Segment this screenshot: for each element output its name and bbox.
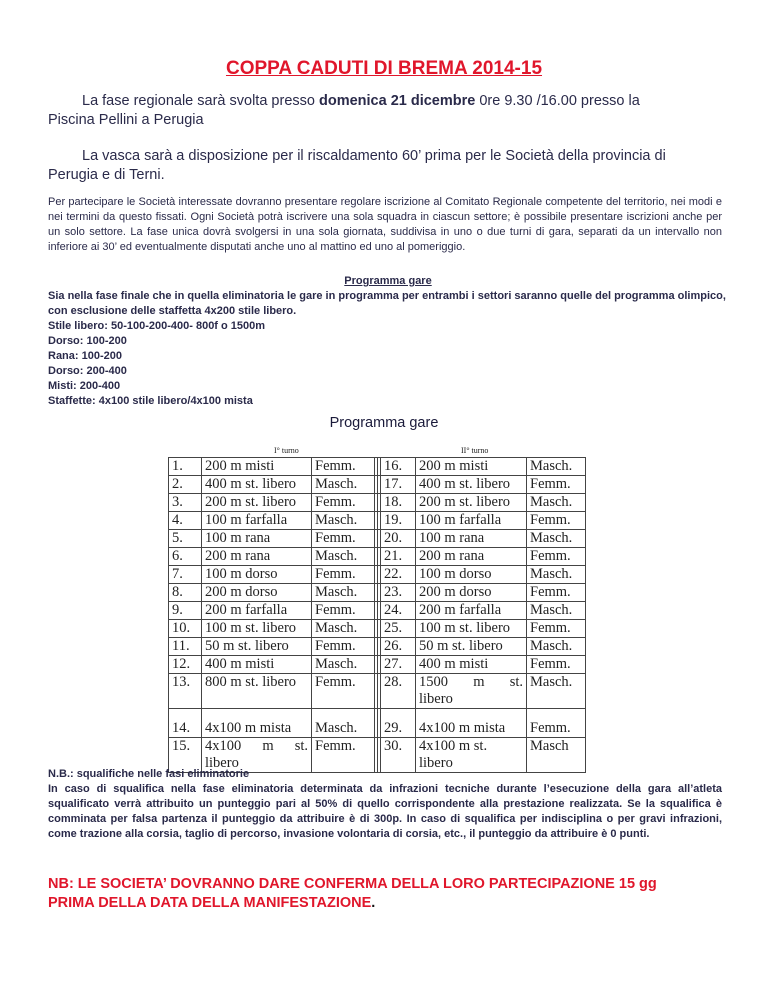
programma-line: Dorso: 200-400 <box>48 365 127 377</box>
race-sex: Femm. <box>530 512 571 528</box>
race-sex-cell <box>312 584 375 602</box>
race-sex: Femm. <box>315 458 356 474</box>
table-row <box>169 494 586 512</box>
race-number: 18. <box>384 494 403 510</box>
race-number-cell <box>381 494 416 512</box>
race-sex-cell <box>527 638 586 656</box>
intro-paragraph-2 <box>48 147 728 185</box>
programma-heading: Programma gare <box>344 275 432 287</box>
race-event-part: libero <box>419 755 453 771</box>
race-sex-cell <box>527 620 586 638</box>
race-sex: Masch. <box>530 530 573 546</box>
race-event-cell <box>202 638 312 656</box>
race-sex: Masch. <box>530 602 573 618</box>
race-event: 200 m misti <box>205 458 275 474</box>
race-event: 4x100 m mista <box>419 720 506 736</box>
race-sex: Femm. <box>530 720 571 736</box>
confirmation-dot: . <box>371 895 376 911</box>
race-sex-cell <box>527 530 586 548</box>
race-event-cell <box>202 584 312 602</box>
race-event-cell <box>202 620 312 638</box>
race-number: 1. <box>172 458 183 474</box>
race-event: 100 m rana <box>419 530 485 546</box>
race-sex-cell <box>527 458 586 476</box>
race-number: 29. <box>384 720 403 736</box>
race-event: 200 m dorso <box>205 584 278 600</box>
race-event: 4x100 m mista <box>205 720 292 736</box>
race-event-cell <box>202 709 312 738</box>
race-event: 400 m st. libero <box>205 476 297 492</box>
table-row <box>169 458 586 476</box>
race-sex-cell <box>527 709 586 738</box>
race-sex: Masch. <box>315 620 358 636</box>
race-sex-cell <box>312 494 375 512</box>
race-number: 16. <box>384 458 403 474</box>
race-sex: Femm. <box>530 476 571 492</box>
confirmation-line2: PRIMA DELLA DATA DELLA MANIFESTAZIONE <box>48 895 372 911</box>
race-event-cell <box>416 638 527 656</box>
race-sex: Femm. <box>315 738 356 754</box>
race-sex: Femm. <box>315 566 356 582</box>
race-number: 15. <box>172 738 191 754</box>
race-number-cell <box>169 566 202 584</box>
race-number: 3. <box>172 494 183 510</box>
table-row <box>169 512 586 530</box>
race-sex: Masch. <box>315 548 358 564</box>
table-row <box>169 584 586 602</box>
race-number: 6. <box>172 548 183 564</box>
race-number-cell <box>169 638 202 656</box>
race-event: 800 m st. libero <box>205 674 297 690</box>
race-sex: Femm. <box>530 656 571 672</box>
race-sex: Masch. <box>530 566 573 582</box>
race-event: 100 m st. libero <box>205 620 297 636</box>
race-event: 400 m misti <box>205 656 275 672</box>
race-sex: Masch <box>530 738 569 754</box>
race-number-cell <box>169 656 202 674</box>
race-event: 400 m misti <box>419 656 489 672</box>
race-sex-cell <box>527 548 586 566</box>
race-number-cell <box>381 548 416 566</box>
intro-paragraph-1 <box>48 92 728 130</box>
race-sex-cell <box>527 512 586 530</box>
race-number: 4. <box>172 512 183 528</box>
table-title: Programma gare <box>329 415 439 431</box>
race-sex-cell <box>527 584 586 602</box>
table-row <box>169 638 586 656</box>
race-event: 200 m rana <box>419 548 485 564</box>
race-event: 100 m rana <box>205 530 271 546</box>
race-number: 23. <box>384 584 403 600</box>
table-row <box>169 674 586 709</box>
table-row <box>169 566 586 584</box>
programma-intro: Sia nella fase finale che in quella eliminatoria le gare in programma per entrambi i settori saranno quelle del programma olimpico, con esclusione delle staffetta 4x200 stile libero. <box>48 290 726 317</box>
race-number: 11. <box>172 638 190 654</box>
race-number: 7. <box>172 566 183 582</box>
table-row <box>169 656 586 674</box>
turno-1-label: I° turno <box>274 446 299 455</box>
race-event: 200 m farfalla <box>419 602 502 618</box>
race-sex: Masch. <box>530 494 573 510</box>
race-number-cell <box>169 674 202 709</box>
race-sex: Masch. <box>530 458 573 474</box>
race-sex: Masch. <box>315 584 358 600</box>
race-event: 100 m dorso <box>205 566 278 582</box>
nb-heading: N.B.: squalifiche nelle fasi eliminatorie <box>48 768 250 780</box>
race-sex-cell <box>312 602 375 620</box>
race-event: 50 m st. libero <box>205 638 289 654</box>
programma-section <box>48 274 728 409</box>
table-row <box>169 709 586 738</box>
race-number: 19. <box>384 512 403 528</box>
race-sex: Masch. <box>315 476 358 492</box>
race-number-cell <box>169 584 202 602</box>
race-sex-cell <box>312 458 375 476</box>
race-number-cell <box>381 566 416 584</box>
race-number-cell <box>169 620 202 638</box>
race-number: 9. <box>172 602 183 618</box>
turno-2-label: II° turno <box>461 446 489 455</box>
race-sex-cell <box>527 494 586 512</box>
race-event: 200 m st. libero <box>205 494 297 510</box>
race-schedule-table <box>168 457 586 773</box>
nb-section <box>48 767 722 842</box>
programma-line: Dorso: 100-200 <box>48 335 127 347</box>
race-number-cell <box>169 494 202 512</box>
race-event-cell <box>416 530 527 548</box>
race-sex-cell <box>527 602 586 620</box>
intro-location: Piscina Pellini a Perugia <box>48 112 204 128</box>
race-event-cell <box>416 566 527 584</box>
race-event-cell <box>202 458 312 476</box>
programma-line: Stile libero: 50-100-200-400- 800f o 1500m <box>48 320 266 332</box>
race-number-cell <box>169 476 202 494</box>
race-number: 12. <box>172 656 191 672</box>
intro-time: 0re 9.30 /16.00 presso la <box>475 93 640 109</box>
race-event-part: libero <box>419 691 453 707</box>
table-row <box>169 530 586 548</box>
rules-paragraph: Per partecipare le Società interessate dovranno presentare regolare iscrizione al Comitato Regionale competente del territorio, nei modi e nei termini da questo fissati. Ogni Società potrà iscrivere una sola squadra in ciascun settore; è possibile presentare iscrizioni anche per un solo settore. La fase unica dovrà svolgersi in una sola giornata, suddivisa in uno o due turni di gara, separati da un intervallo non inferiore ai 30’ ed eventualmente disputati anche uno al mattino ed uno al pomeriggio. <box>48 196 722 253</box>
race-sex-cell <box>312 709 375 738</box>
race-number-cell <box>169 530 202 548</box>
race-number-cell <box>169 602 202 620</box>
table-row <box>169 476 586 494</box>
race-sex-cell <box>312 674 375 709</box>
race-number: 20. <box>384 530 403 546</box>
race-number-cell <box>381 476 416 494</box>
race-event-cell <box>202 512 312 530</box>
programma-line: Staffette: 4x100 stile libero/4x100 mista <box>48 395 253 407</box>
nb-text: In caso di squalifica nella fase eliminatoria determinata da infrazioni tecniche durante l’esecuzione della gara all’atleta squalificato verrà attribuito un punteggio pari al 50% di quello corrispondente alla prestazione realizzata. Se la squalifica è comminata per falsa partenza il punteggio da attribuire è di 300p. In caso di squalifica per indisciplina o per gravi infrazioni, come trazione alla corsia, taglio di percorso, invasione volontaria di corsia, etc., il punteggio da attribuire è 0 punti. <box>48 783 722 840</box>
race-event-cell <box>416 602 527 620</box>
race-sex: Femm. <box>530 584 571 600</box>
race-event-cell <box>416 620 527 638</box>
race-number: 17. <box>384 476 403 492</box>
race-event-cell <box>202 674 312 709</box>
race-number: 26. <box>384 638 403 654</box>
race-sex: Masch. <box>315 512 358 528</box>
table-row <box>169 602 586 620</box>
intro-text: La fase regionale sarà svolta presso <box>82 93 319 109</box>
race-event: 100 m farfalla <box>419 512 502 528</box>
race-sex: Femm. <box>315 602 356 618</box>
race-number: 24. <box>384 602 403 618</box>
race-sex: Masch. <box>315 720 358 736</box>
race-number-cell <box>381 620 416 638</box>
race-event-cell <box>416 584 527 602</box>
race-event-part: 1500 <box>419 674 448 690</box>
race-event-cell <box>416 656 527 674</box>
confirmation-line1: NB: LE SOCIETA’ DOVRANNO DARE CONFERMA DELLA LORO PARTECIPAZIONE 15 gg <box>48 876 657 892</box>
race-event-cell <box>416 709 527 738</box>
warmup-text-line2: Perugia e di Terni. <box>48 167 165 183</box>
race-event: 100 m dorso <box>419 566 492 582</box>
race-sex-cell <box>527 656 586 674</box>
race-sex: Femm. <box>315 530 356 546</box>
race-number: 10. <box>172 620 191 636</box>
race-event-cell <box>416 476 527 494</box>
race-event-part: 4x100 m st. <box>419 738 488 754</box>
race-number: 21. <box>384 548 403 564</box>
race-number: 5. <box>172 530 183 546</box>
race-sex: Femm. <box>530 548 571 564</box>
document-title: COPPA CADUTI DI BREMA 2014-15 <box>225 58 543 79</box>
race-number: 13. <box>172 674 191 690</box>
race-event-cell <box>416 458 527 476</box>
race-number-cell <box>381 602 416 620</box>
race-event-cell <box>202 656 312 674</box>
programma-line: Misti: 200-400 <box>48 380 121 392</box>
race-event-cell <box>202 494 312 512</box>
race-event-cell <box>416 494 527 512</box>
race-sex-cell <box>312 638 375 656</box>
race-event-split <box>419 674 523 691</box>
race-sex: Femm. <box>315 674 356 690</box>
race-event: 200 m dorso <box>419 584 492 600</box>
race-number: 28. <box>384 674 403 690</box>
race-sex-cell <box>312 548 375 566</box>
table-row <box>169 548 586 566</box>
race-event-cell <box>202 566 312 584</box>
intro-date: domenica 21 dicembre <box>318 93 476 109</box>
race-event-cell <box>202 548 312 566</box>
race-event: 200 m st. libero <box>419 494 511 510</box>
race-event-part: st. <box>294 738 308 754</box>
race-sex-cell <box>312 512 375 530</box>
race-sex: Masch. <box>315 656 358 672</box>
race-sex-cell <box>312 530 375 548</box>
race-event-part: m <box>473 674 485 690</box>
race-number: 22. <box>384 566 403 582</box>
race-event-split <box>205 738 308 755</box>
race-event: 200 m farfalla <box>205 602 288 618</box>
race-sex-cell <box>527 674 586 709</box>
race-event-cell <box>202 602 312 620</box>
race-number-cell <box>381 656 416 674</box>
race-sex-cell <box>312 476 375 494</box>
race-number-cell <box>381 638 416 656</box>
confirmation-notice <box>48 875 728 913</box>
race-sex: Masch. <box>530 674 573 690</box>
race-event-part: st. <box>509 674 523 690</box>
race-number-cell <box>381 709 416 738</box>
race-event: 100 m farfalla <box>205 512 288 528</box>
race-number-cell <box>169 548 202 566</box>
race-number: 2. <box>172 476 183 492</box>
race-number-cell <box>381 584 416 602</box>
race-number-cell <box>169 458 202 476</box>
race-event: 200 m misti <box>419 458 489 474</box>
programma-line: Rana: 100-200 <box>48 350 122 362</box>
race-sex-cell <box>527 476 586 494</box>
race-sex: Femm. <box>530 620 571 636</box>
race-event-cell <box>202 530 312 548</box>
race-event-part: 4x100 <box>205 738 242 754</box>
race-number: 14. <box>172 720 191 736</box>
race-number-cell <box>381 530 416 548</box>
race-number-cell <box>169 512 202 530</box>
race-number-cell <box>169 709 202 738</box>
race-sex: Masch. <box>530 638 573 654</box>
race-event-cell <box>416 512 527 530</box>
race-number-cell <box>381 674 416 709</box>
race-sex-cell <box>312 566 375 584</box>
race-sex-cell <box>312 620 375 638</box>
race-number: 8. <box>172 584 183 600</box>
race-event: 100 m st. libero <box>419 620 511 636</box>
race-sex-cell <box>527 566 586 584</box>
race-event-cell <box>416 548 527 566</box>
race-sex: Femm. <box>315 638 356 654</box>
race-number: 27. <box>384 656 403 672</box>
race-event: 200 m rana <box>205 548 271 564</box>
race-sex-cell <box>312 656 375 674</box>
race-event-part: libero <box>205 755 239 771</box>
race-number-cell <box>381 458 416 476</box>
race-event-cell <box>416 674 527 709</box>
race-number: 30. <box>384 738 403 754</box>
race-event-part: m <box>262 738 274 754</box>
race-number: 25. <box>384 620 403 636</box>
warmup-text-line1: La vasca sarà a disposizione per il riscaldamento 60’ prima per le Società della provincia di <box>82 148 666 164</box>
race-event: 50 m st. libero <box>419 638 503 654</box>
race-sex: Femm. <box>315 494 356 510</box>
race-event: 400 m st. libero <box>419 476 511 492</box>
race-event-cell <box>202 476 312 494</box>
race-number-cell <box>381 512 416 530</box>
table-row <box>169 620 586 638</box>
